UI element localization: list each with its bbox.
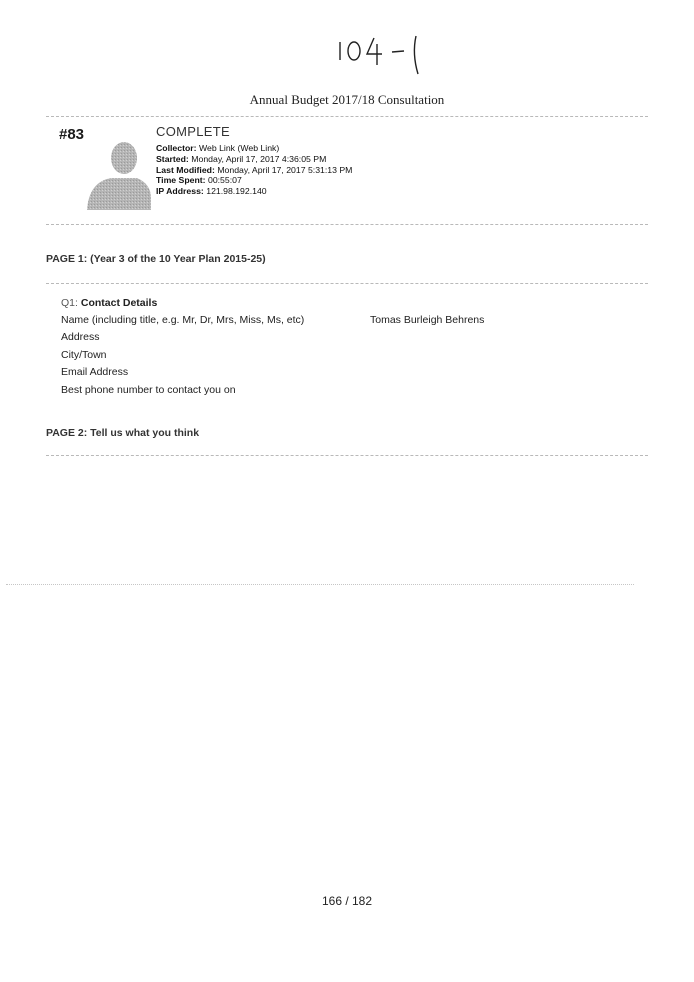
avatar-placeholder-icon (85, 138, 151, 210)
page-number: 166 / 182 (321, 894, 373, 908)
response-metadata (156, 143, 352, 197)
question-title (61, 297, 157, 309)
page2-divider (46, 455, 648, 456)
page1-divider (46, 283, 648, 284)
field-label-city: City/Town (61, 349, 107, 361)
meta-collector: Collector: Web Link (Web Link) (156, 143, 280, 153)
response-number: #83 (59, 126, 85, 143)
document-title: Annual Budget 2017/18 Consultation (249, 92, 445, 107)
question-text: Contact Details (80, 297, 158, 309)
page1-heading: PAGE 1: (Year 3 of the 10 Year Plan 2015-25) (46, 253, 266, 265)
question-number: Q1: (61, 297, 78, 309)
field-label-address: Address (61, 331, 100, 343)
meta-ip-address: IP Address: 121.98.192.140 (156, 186, 267, 197)
field-label-phone: Best phone number to contact you on (61, 384, 236, 396)
page2-heading: PAGE 2: Tell us what you think (46, 427, 200, 439)
meta-last-modified: Last Modified: Monday, April 17, 2017 5:31:13 PM (156, 164, 353, 175)
handwritten-annotation (330, 30, 430, 80)
meta-time-spent: Time Spent: 00:55:07 (156, 175, 242, 186)
header-divider (46, 116, 648, 117)
field-value-name: Tomas Burleigh Behrens (370, 314, 485, 326)
meta-started: Started: Monday, April 17, 2017 4:36:05 PM (156, 153, 327, 164)
response-status: COMPLETE (156, 124, 230, 139)
field-label-name: Name (including title, e.g. Mr, Dr, Mrs, Miss, Ms, etc) (61, 314, 305, 326)
scan-artifact-line (6, 584, 634, 585)
field-label-email: Email Address (61, 366, 129, 378)
response-divider (46, 224, 648, 225)
